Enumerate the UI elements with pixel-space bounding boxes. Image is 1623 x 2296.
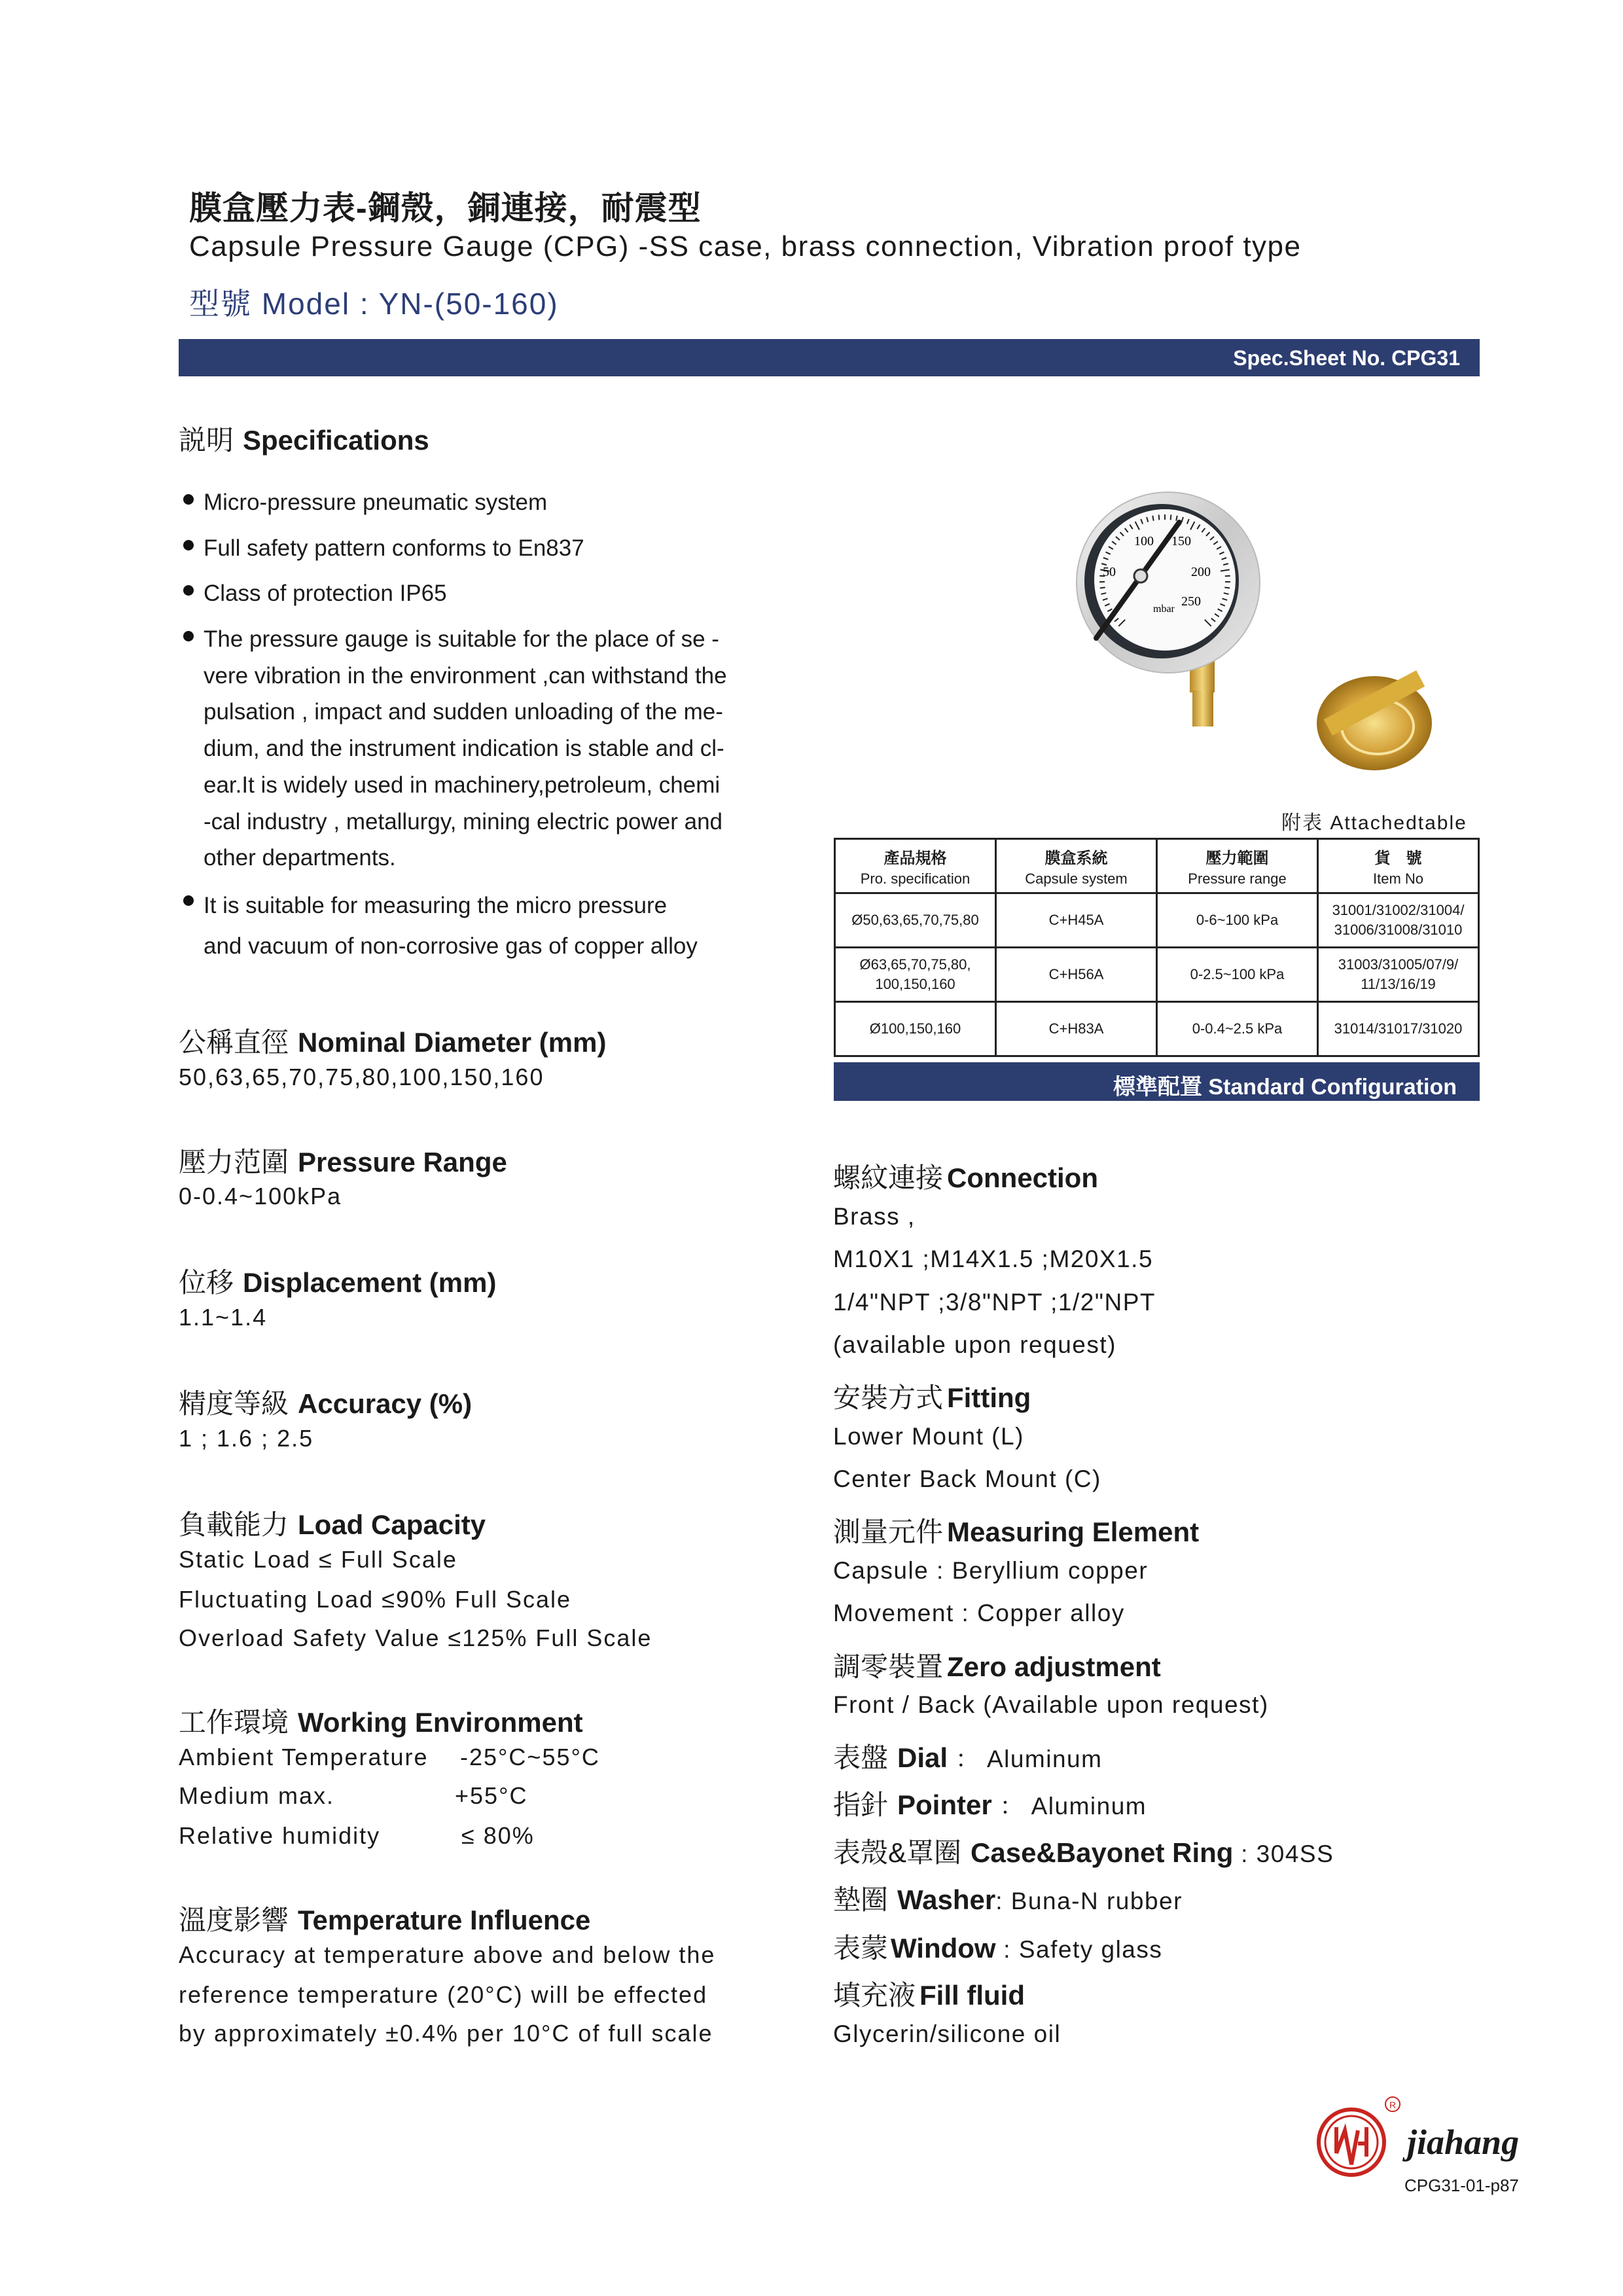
- zero-line: Front / Back (Available upon request): [833, 1691, 1269, 1718]
- bullet-icon: [183, 540, 194, 550]
- heading-cn: 填充液: [833, 1980, 916, 2011]
- table-row: [835, 1002, 1479, 1056]
- bullet-text: ear.It is widely used in machinery,petroleum, chemi: [204, 772, 721, 798]
- heading-cn: 測量元件: [833, 1516, 944, 1547]
- connection-line: M10X1 ;M14X1.5 ;M20X1.5: [833, 1246, 1154, 1272]
- list-item: [183, 484, 772, 521]
- heading-cn: 精度等級: [179, 1388, 289, 1419]
- bullet-icon: [183, 631, 194, 641]
- title-chinese: 膜盒壓力表-鋼殼，銅連接，耐震型: [189, 190, 702, 226]
- env-value: +55°C: [455, 1782, 528, 1809]
- table-cell: 31014/31017/31020: [1318, 1002, 1479, 1056]
- heading-cn: 表盤: [833, 1742, 889, 1773]
- fill-fluid-line: Glycerin/silicone oil: [833, 2020, 1061, 2047]
- list-item: [183, 575, 772, 612]
- bullet-text: The pressure gauge is suitable for the place of se -: [204, 626, 719, 653]
- load-line: Fluctuating Load ≤90% Full Scale: [179, 1586, 572, 1613]
- displacement-heading: [179, 1261, 496, 1300]
- standard-configuration-banner: [834, 1062, 1480, 1101]
- window-row: [833, 1927, 1162, 1966]
- env-label: Medium max.: [179, 1782, 335, 1809]
- env-label: Relative humidity: [179, 1822, 381, 1849]
- fitting-line: Center Back Mount (C): [833, 1465, 1101, 1492]
- temperature-line: by approximately ±0.4% per 10°C of full scale: [179, 2020, 713, 2047]
- bullet-icon: [183, 494, 194, 505]
- accuracy-heading: [179, 1382, 472, 1422]
- heading-en: Dial: [897, 1742, 948, 1773]
- bullet-text: -cal industry , metallurgy, mining electric power and: [204, 808, 723, 834]
- washer-row: [833, 1878, 1183, 1918]
- scale-label: 100: [1134, 534, 1154, 548]
- connection-line: (available upon request): [833, 1331, 1116, 1358]
- svg-text:R: R: [1389, 2100, 1397, 2110]
- bullet-icon: [183, 895, 194, 906]
- temperature-line: reference temperature (20°C) will be effected: [179, 1981, 708, 2008]
- table-cell: 31003/31005/07/9/ 11/13/16/19: [1318, 948, 1479, 1002]
- bullet-text: pulsation , impact and sudden unloading of the me-: [204, 699, 723, 725]
- accuracy-value: 1 ; 1.6 ; 2.5: [179, 1425, 314, 1452]
- heading-cn: 墊圈: [833, 1884, 889, 1915]
- env-label: Ambient Temperature: [179, 1744, 429, 1770]
- heading-en: Pressure Range: [298, 1147, 507, 1177]
- heading-cn: 負載能力: [179, 1509, 289, 1540]
- window-value: : Safety glass: [1003, 1936, 1163, 1963]
- needle-hub: [1134, 569, 1147, 583]
- heading-en: Case&Bayonet Ring: [971, 1837, 1234, 1868]
- displacement-value: 1.1~1.4: [179, 1304, 268, 1331]
- nominal-diameter-value: 50,63,65,70,75,80,100,150,160: [179, 1064, 544, 1090]
- washer-value: : Buna-N rubber: [995, 1888, 1183, 1914]
- zero-adjustment-heading: [833, 1645, 1161, 1685]
- heading-en: Temperature Influence: [298, 1905, 591, 1935]
- heading-cn: 安裝方式: [833, 1382, 944, 1413]
- heading-cn: 位移: [179, 1267, 234, 1298]
- table-cell: 0-6~100 kPa: [1157, 893, 1318, 948]
- brand-name: jiahang: [1407, 2123, 1520, 2162]
- heading-en: Fill fluid: [919, 1980, 1025, 2011]
- measuring-element-heading: [833, 1511, 1199, 1550]
- heading-en: Window: [891, 1933, 996, 1964]
- table-cell: Ø50,63,65,70,75,80: [835, 893, 996, 948]
- heading-en: Load Capacity: [298, 1509, 486, 1540]
- heading-en: Displacement (mm): [243, 1267, 497, 1298]
- pointer-value: ： Aluminum: [999, 1793, 1147, 1820]
- heading-en: Pointer: [897, 1789, 992, 1820]
- standard-configuration-label: 標準配置 Standard Configuration: [1113, 1075, 1457, 1100]
- bullet-text: Full safety pattern conforms to En837: [204, 535, 584, 561]
- bullet-text: vere vibration in the environment ,can withstand the: [204, 662, 727, 689]
- case-row: [833, 1831, 1334, 1871]
- bullet-text: Micro-pressure pneumatic system: [204, 490, 548, 515]
- heading-cn: 表蒙: [833, 1933, 889, 1964]
- heading-en: Specifications: [243, 425, 429, 456]
- attached-table: [834, 838, 1480, 1057]
- bullet-text: other departments.: [204, 845, 396, 871]
- model-number: 型號 Model : YN-(50-160): [189, 287, 559, 321]
- load-line: Static Load ≤ Full Scale: [179, 1546, 457, 1573]
- heading-cn: 壓力范圍: [179, 1147, 289, 1177]
- heading-en: Measuring Element: [947, 1516, 1200, 1547]
- heading-en: Fitting: [947, 1382, 1031, 1413]
- table-cell: C+H56A: [996, 948, 1157, 1002]
- title-english: Capsule Pressure Gauge (CPG) -SS case, brass connection, Vibration proof type: [189, 230, 1302, 262]
- bullet-text: and vacuum of non-corrosive gas of copper alloy: [204, 933, 698, 959]
- case-value: : 304SS: [1241, 1840, 1334, 1867]
- gauge-thread: [1192, 691, 1213, 726]
- heading-en: Accuracy (%): [298, 1388, 473, 1419]
- connection-line: Brass ,: [833, 1203, 916, 1230]
- dial-row: [833, 1736, 1102, 1776]
- scale-label: 250: [1181, 594, 1201, 609]
- list-item: [183, 530, 772, 567]
- heading-cn: 工作環境: [179, 1707, 289, 1738]
- load-capacity-heading: [179, 1503, 486, 1543]
- temperature-line: Accuracy at temperature above and below the: [179, 1941, 716, 1968]
- column-header: 膜盒系統 Capsule system: [996, 839, 1157, 893]
- load-line: Overload Safety Value ≤125% Full Scale: [179, 1624, 652, 1651]
- dial-tick: [1225, 576, 1230, 577]
- table-row: [835, 948, 1479, 1002]
- heading-en: Nominal Diameter (mm): [298, 1027, 607, 1058]
- table-cell: Ø63,65,70,75,80, 100,150,160: [835, 948, 996, 1002]
- specifications-heading: [179, 419, 429, 458]
- fitting-heading: [833, 1376, 1031, 1416]
- scale-label: 150: [1171, 534, 1191, 548]
- heading-cn: 調零裝置: [833, 1651, 944, 1682]
- connection-heading: [833, 1157, 1098, 1196]
- heading-en: Connection: [947, 1162, 1098, 1193]
- working-environment-heading: [179, 1701, 583, 1740]
- spec-sheet-number: Spec.Sheet No. CPG31: [1233, 346, 1460, 370]
- specifications-list: [183, 484, 772, 976]
- nominal-diameter-heading: [179, 1021, 606, 1060]
- bullet-text: It is suitable for measuring the micro pressure: [204, 892, 668, 918]
- pressure-range-heading: [179, 1141, 507, 1180]
- heading-cn: 螺紋連接: [833, 1162, 944, 1193]
- heading-cn: 表殼&罩圈: [833, 1837, 962, 1868]
- bullet-icon: [183, 585, 194, 596]
- table-header-row: [835, 839, 1479, 893]
- env-value: -25°C~55°C: [460, 1744, 600, 1770]
- pressure-gauge-image: [1034, 478, 1492, 779]
- gauge-dial: [1094, 509, 1236, 651]
- table-cell: Ø100,150,160: [835, 1002, 996, 1056]
- fill-fluid-heading: [833, 1974, 1025, 2013]
- env-value: ≤ 80%: [461, 1822, 535, 1849]
- temperature-influence-heading: [179, 1899, 590, 1938]
- heading-en: Working Environment: [298, 1707, 583, 1738]
- table-cell: 0-0.4~2.5 kPa: [1157, 1002, 1318, 1056]
- connection-line: 1/4"NPT ;3/8"NPT ;1/2"NPT: [833, 1289, 1156, 1316]
- list-item: [183, 621, 772, 876]
- table-cell: 0-2.5~100 kPa: [1157, 948, 1318, 1002]
- column-header: 壓力範圍 Pressure range: [1157, 839, 1318, 893]
- heading-cn: 説明: [179, 425, 234, 456]
- column-header: 產品規格 Pro. specification: [835, 839, 996, 893]
- column-header: 貨 號 Item No: [1318, 839, 1479, 893]
- table-cell: 31001/31002/31004/ 31006/31008/31010: [1318, 893, 1479, 948]
- measuring-line: Capsule : Beryllium copper: [833, 1557, 1149, 1584]
- unit-label: mbar: [1153, 603, 1175, 615]
- dial-value: ： Aluminum: [955, 1746, 1103, 1772]
- attached-table-caption: 附表 Attachedtable: [1281, 812, 1467, 834]
- fitting-line: Lower Mount (L): [833, 1423, 1024, 1450]
- heading-en: Washer: [897, 1884, 996, 1915]
- list-item: [183, 886, 772, 967]
- dial-tick: [1159, 514, 1160, 520]
- table-row: [835, 893, 1479, 948]
- heading-cn: 指針: [833, 1789, 889, 1820]
- pressure-range-value: 0-0.4~100kPa: [179, 1183, 342, 1210]
- spec-sheet-banner: [179, 339, 1480, 376]
- table-cell: C+H45A: [996, 893, 1157, 948]
- measuring-line: Movement : Copper alloy: [833, 1600, 1125, 1626]
- table-cell: C+H83A: [996, 1002, 1157, 1056]
- document-code: CPG31-01-p87: [1404, 2176, 1519, 2195]
- scale-label: 200: [1191, 565, 1211, 579]
- heading-en: Zero adjustment: [947, 1651, 1161, 1682]
- pointer-row: [833, 1784, 1147, 1823]
- bullet-text: dium, and the instrument indication is stable and cl-: [204, 736, 724, 762]
- bullet-text: Class of protection IP65: [204, 581, 447, 607]
- scale-label: 50: [1103, 565, 1116, 579]
- heading-cn: 溫度影響: [179, 1905, 289, 1935]
- jiahang-logo: [1309, 2091, 1407, 2183]
- heading-cn: 公稱直徑: [179, 1027, 289, 1058]
